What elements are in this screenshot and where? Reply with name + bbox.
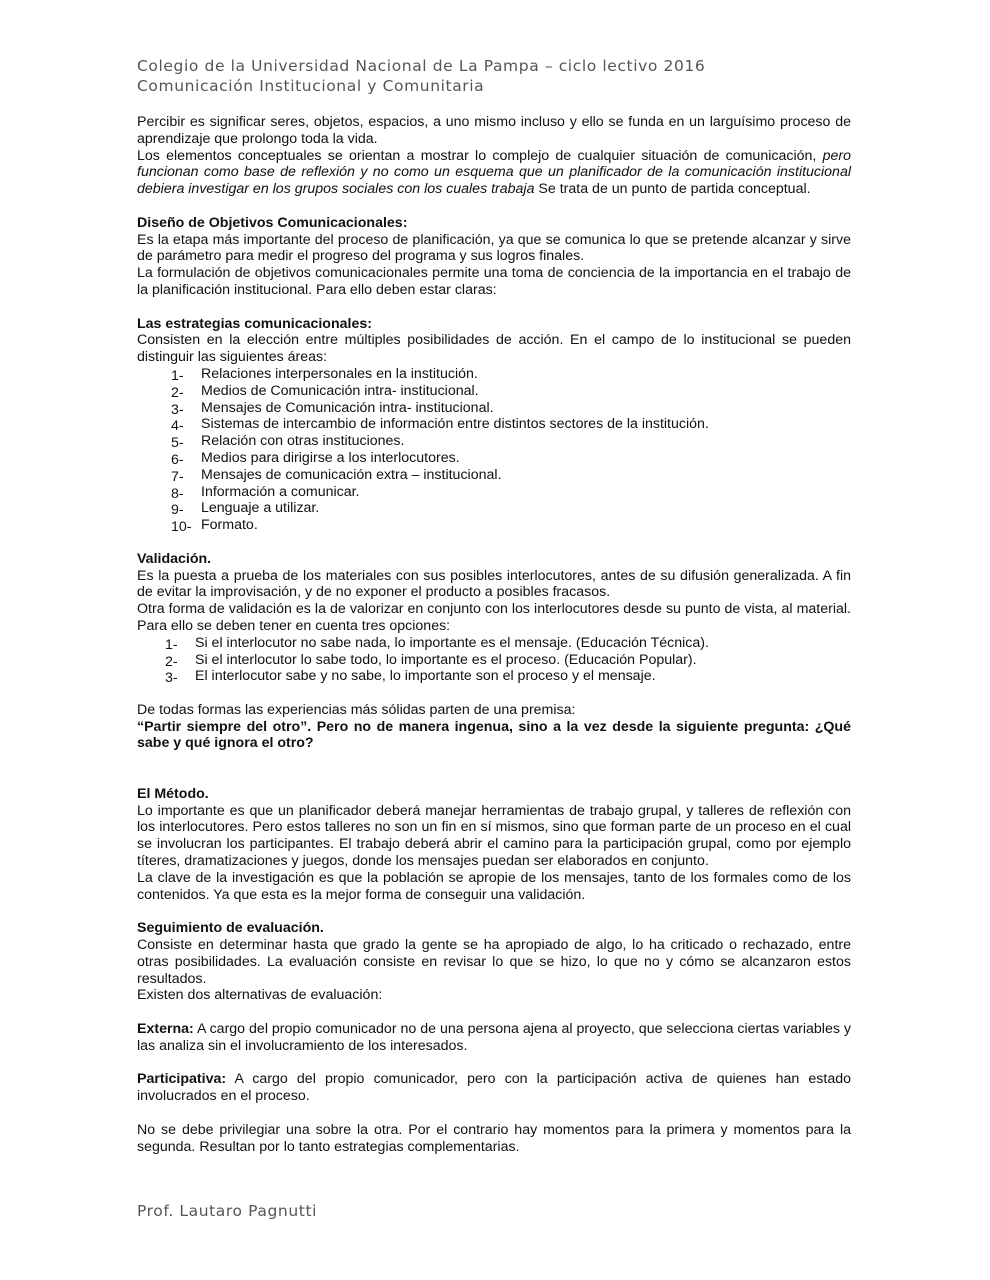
list-item-number: 5- <box>171 435 184 452</box>
validacion-heading: Validación. <box>137 550 212 567</box>
list-item-number: 8- <box>171 485 184 502</box>
list-item-number: 1- <box>171 367 184 384</box>
list-item-number: 2- <box>165 653 178 670</box>
intro-paragraph-1: Percibir es significar seres, objetos, espacios, a uno mismo incluso y ello se funda en un larguísimo proceso de aprendizaje que prolongo toda la vida. <box>137 114 851 147</box>
list-item-number: 7- <box>171 468 184 485</box>
seguimiento-heading: Seguimiento de evaluación. <box>137 920 324 937</box>
estrategias-paragraph: Consisten en la elección entre múltiples posibilidades de acción. En el campo de lo institucional se pueden distinguir las siguientes áreas: <box>137 332 851 366</box>
evaluacion-externa <box>137 1021 851 1055</box>
list-item <box>137 635 851 652</box>
seguimiento-paragraph-2: Existen dos alternativas de evaluación: <box>137 987 383 1004</box>
intro-p2-italic: pero funcionan como base de reflexión y no como un esquema que un planificador de la comunicación institucional debiera investigar en los grupos sociales con los cuales trabaja <box>137 147 851 198</box>
intro-p2-end: Se trata de un punto de partida conceptual. <box>534 181 811 198</box>
metodo-paragraph-1: Lo importante es que un planificador deberá manejar herramientas de trabajo grupal, y talleres de reflexión con los interlocutores. Pero estos talleres no son un fin en sí mismos, sino que forman parte de un proceso en el cual se involucran los participantes. El trabajo deberá abrir el camino para la participación grupal, como por ejemplo títeres, dramatizaciones y juegos, donde los mensajes puedan ser elaborados en conjunto. <box>137 802 851 870</box>
objetivos-paragraph-2: La formulación de objetivos comunicacionales permite una toma de conciencia de la importancia en el trabajo de la planificación institucional. Para ello deben estar claras: <box>137 265 851 298</box>
list-item-text: Relación con otras instituciones. <box>201 433 405 450</box>
seguimiento-paragraph-3: No se debe privilegiar una sobre la otra. Por el contrario hay momentos para la primera y momentos para la segunda. Resultan por lo tanto estrategias complementarias. <box>137 1121 851 1155</box>
objetivos-paragraph-1: Es la etapa más importante del proceso de planificación, ya que se comunica lo que se pretende alcanzar y sirve de parámetro para medir el progreso del programa y sus logros finales. <box>137 231 851 265</box>
list-item <box>137 500 851 517</box>
list-item <box>137 400 851 417</box>
validacion-list <box>137 635 851 685</box>
list-item <box>137 484 851 501</box>
participativa-label: Participativa: <box>137 1071 227 1088</box>
list-item-text: Mensajes de comunicación extra – institucional. <box>201 466 502 483</box>
list-item <box>137 450 851 467</box>
metodo-paragraph-2: La clave de la investigación es que la población se apropie de los mensajes, tanto de los formales como de los contenidos. Ya que esta es la mejor forma de conseguir una validación. <box>137 869 851 903</box>
list-item-number: 6- <box>171 451 184 468</box>
participativa-text: A cargo del propio comunicador, pero con la participación activa de quienes han estado involucrados en el proceso. <box>137 1071 851 1105</box>
list-item-text: El interlocutor sabe y no sabe, lo importante son el proceso y el mensaje. <box>195 668 656 685</box>
externa-text: A cargo del propio comunicador no de una persona ajena al proyecto, que selecciona ciertas variables y las analiza sin el involucramiento de los interesados. <box>137 1021 851 1054</box>
list-item <box>137 467 851 484</box>
list-item-number: 2- <box>171 384 184 401</box>
evaluacion-participativa <box>137 1071 851 1105</box>
metodo-heading: El Método. <box>137 785 209 802</box>
list-item-number: 10- <box>171 519 192 536</box>
list-item-text: Medios de Comunicación intra- institucional. <box>201 382 479 399</box>
list-item-text: Si el interlocutor no sabe nada, lo importante es el mensaje. (Educación Técnica). <box>195 634 709 651</box>
page-footer <box>137 1202 317 1220</box>
list-item-number: 3- <box>165 670 178 687</box>
estrategias-heading: Las estrategias comunicacionales: <box>137 315 372 332</box>
validacion-premise: “Partir siempre del otro”. Pero no de manera ingenua, sino a la vez desde la siguiente pregunta: ¿Qué sabe y qué ignora el otro? <box>137 718 851 752</box>
list-item-text: Lenguaje a utilizar. <box>201 500 320 517</box>
list-item <box>137 668 851 685</box>
list-item-number: 1- <box>165 636 178 653</box>
list-item-number: 9- <box>171 502 184 519</box>
intro-p2-start: Los elementos conceptuales se orientan a mostrar lo complejo de cualquier situación de comunicación, <box>137 147 823 164</box>
list-item-text: Mensajes de Comunicación intra- institucional. <box>201 399 494 416</box>
list-item-text: Medios para dirigirse a los interlocutores. <box>201 449 460 466</box>
header-school-line: Colegio de la Universidad Nacional de La Pampa – ciclo lectivo 2016 <box>137 57 706 75</box>
list-item-number: 3- <box>171 401 184 418</box>
document-body <box>137 114 851 1155</box>
list-item <box>137 383 851 400</box>
list-item <box>137 416 851 433</box>
list-item <box>137 366 851 383</box>
validacion-paragraph-2: Otra forma de validación es la de valorizar en conjunto con los interlocutores desde su punto de vista, al material. Para ello se deben tener en cuenta tres opciones: <box>137 601 851 634</box>
header-course-line: Comunicación Institucional y Comunitaria <box>137 77 485 95</box>
list-item <box>137 517 851 534</box>
list-item-text: Relaciones interpersonales en la institución. <box>201 365 478 382</box>
seguimiento-paragraph-1: Consiste en determinar hasta que grado la gente se ha apropiado de algo, lo ha criticado o rechazado, entre otras posibilidades. La evaluación consiste en revisar lo que se hizo, lo que no y cómo se alcanzaron estos resultados. <box>137 937 851 987</box>
validacion-paragraph-1: Es la puesta a prueba de los materiales con sus posibles interlocutores, antes de su difusión generalizada. A fin de evitar la improvisación, y de no exponer el producto a posibles fracasos. <box>137 567 851 601</box>
footer-author: Prof. Lautaro Pagnutti <box>137 1202 318 1220</box>
list-item-text: Información a comunicar. <box>201 483 360 500</box>
validacion-paragraph-3: De todas formas las experiencias más sólidas parten de una premisa: <box>137 701 576 718</box>
intro-paragraph-2 <box>137 148 851 198</box>
list-item <box>137 433 851 450</box>
list-item <box>137 652 851 669</box>
objetivos-heading: Diseño de Objetivos Comunicacionales: <box>137 214 408 231</box>
externa-label: Externa: <box>137 1021 194 1038</box>
list-item-text: Sistemas de intercambio de información entre distintos sectores de la institución. <box>201 416 709 433</box>
list-item-text: Si el interlocutor lo sabe todo, lo importante es el proceso. (Educación Popular). <box>195 651 697 668</box>
list-item-text: Formato. <box>201 517 258 534</box>
list-item-number: 4- <box>171 418 184 435</box>
estrategias-list <box>137 366 851 534</box>
page-header <box>137 56 705 96</box>
